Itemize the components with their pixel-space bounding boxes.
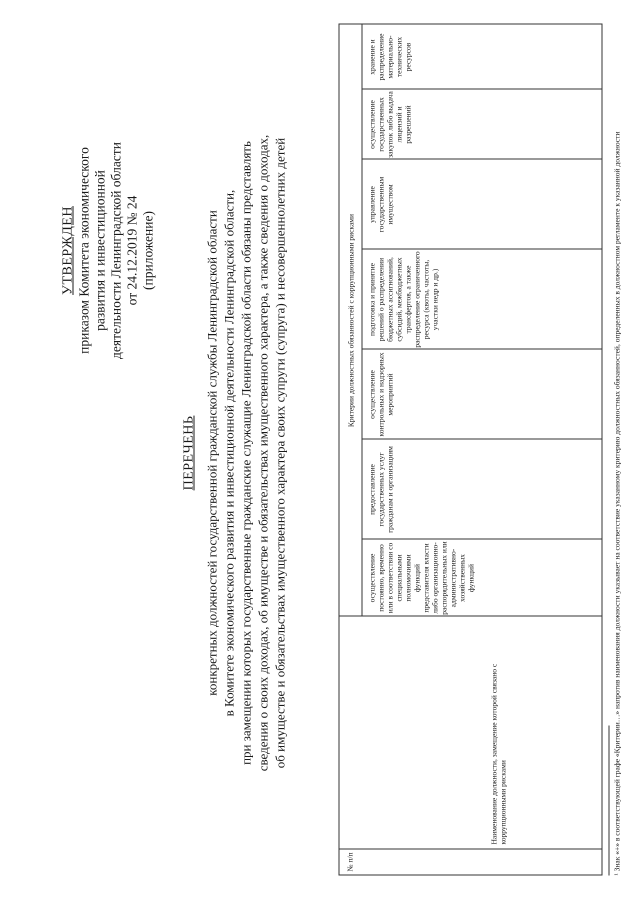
criterion-2: предоставление государственных услуг гражданам и организациям [367,445,394,533]
document-heading [180,30,288,875]
document-title: ПЕРЕЧЕНЬ [181,415,196,490]
heading-line: конкретных должностей государственной гражданской службы Ленинградской области [204,209,219,696]
approval-line: приказом Комитета экономического [76,146,91,354]
approval-block [60,35,156,465]
heading-line: в Комитете экономического развития и инвестиционной деятельности Ленинградской области, [221,189,236,716]
header-position: Наименование должности, замещение которой связано с коррупционными рисками [489,663,507,844]
approval-note: (приложение) [140,210,155,290]
heading-line: сведения о своих доходах, об имуществе и обязательствах имущественного характера, а также сведения о доходах, [255,134,270,771]
criterion-1: осуществление постоянно, временно или в соответствии со специальными полномочиями функций представителя власти либо организационно-распорядительных или административно-хозяйственных функций [367,540,475,615]
approval-line: развития и инвестиционной [92,169,107,331]
table-rule [361,538,601,539]
table-rule [361,24,362,616]
positions-table [338,23,602,875]
approval-line: деятельности Ленинградской области [108,141,123,359]
footnote-separator [608,725,609,875]
table-rule [339,848,601,849]
table-rule [361,438,601,439]
header-number: № п/п [345,851,354,872]
footnote: ¹ Знак «+» в соответствующей графе «Критерии…» напротив наименования должности указывает на соответствие указанному критерию должностных обязанностей, определенных в должностном регламенте к указанной должности [612,131,621,875]
criterion-4: подготовка и принятие решений о распределении бюджетных ассигнований, субсидий, межбюджетных трансфертов, а также распределение ограниченного ресурса (квоты, частоты, участки недр и др.) [367,250,439,348]
criterion-5: управление государственным имуществом [367,176,394,232]
heading-line: при замещении которых государственные гражданские служащие Ленинградской области обязаны представлять [238,140,253,765]
table-rule [361,248,601,249]
approval-title: УТВЕРЖДЕН [60,205,75,295]
criterion-3: осуществление контрольных и надзорных мероприятий [367,352,394,436]
approval-date: от 24.12.2019 № 24 [124,195,139,305]
heading-line: об имуществе и обязательствах имущественного характера своих супруги (супруга) и несовершеннолетних детей [272,137,287,768]
criterion-6: осуществление государственных закупок либо выдача лицензий и разрешений [367,90,412,158]
header-criteria: Критерии должностных обязанностей с коррупционными рисками [346,213,355,427]
criterion-7: хранение и распределение материально-технических ресурсов [367,33,412,80]
